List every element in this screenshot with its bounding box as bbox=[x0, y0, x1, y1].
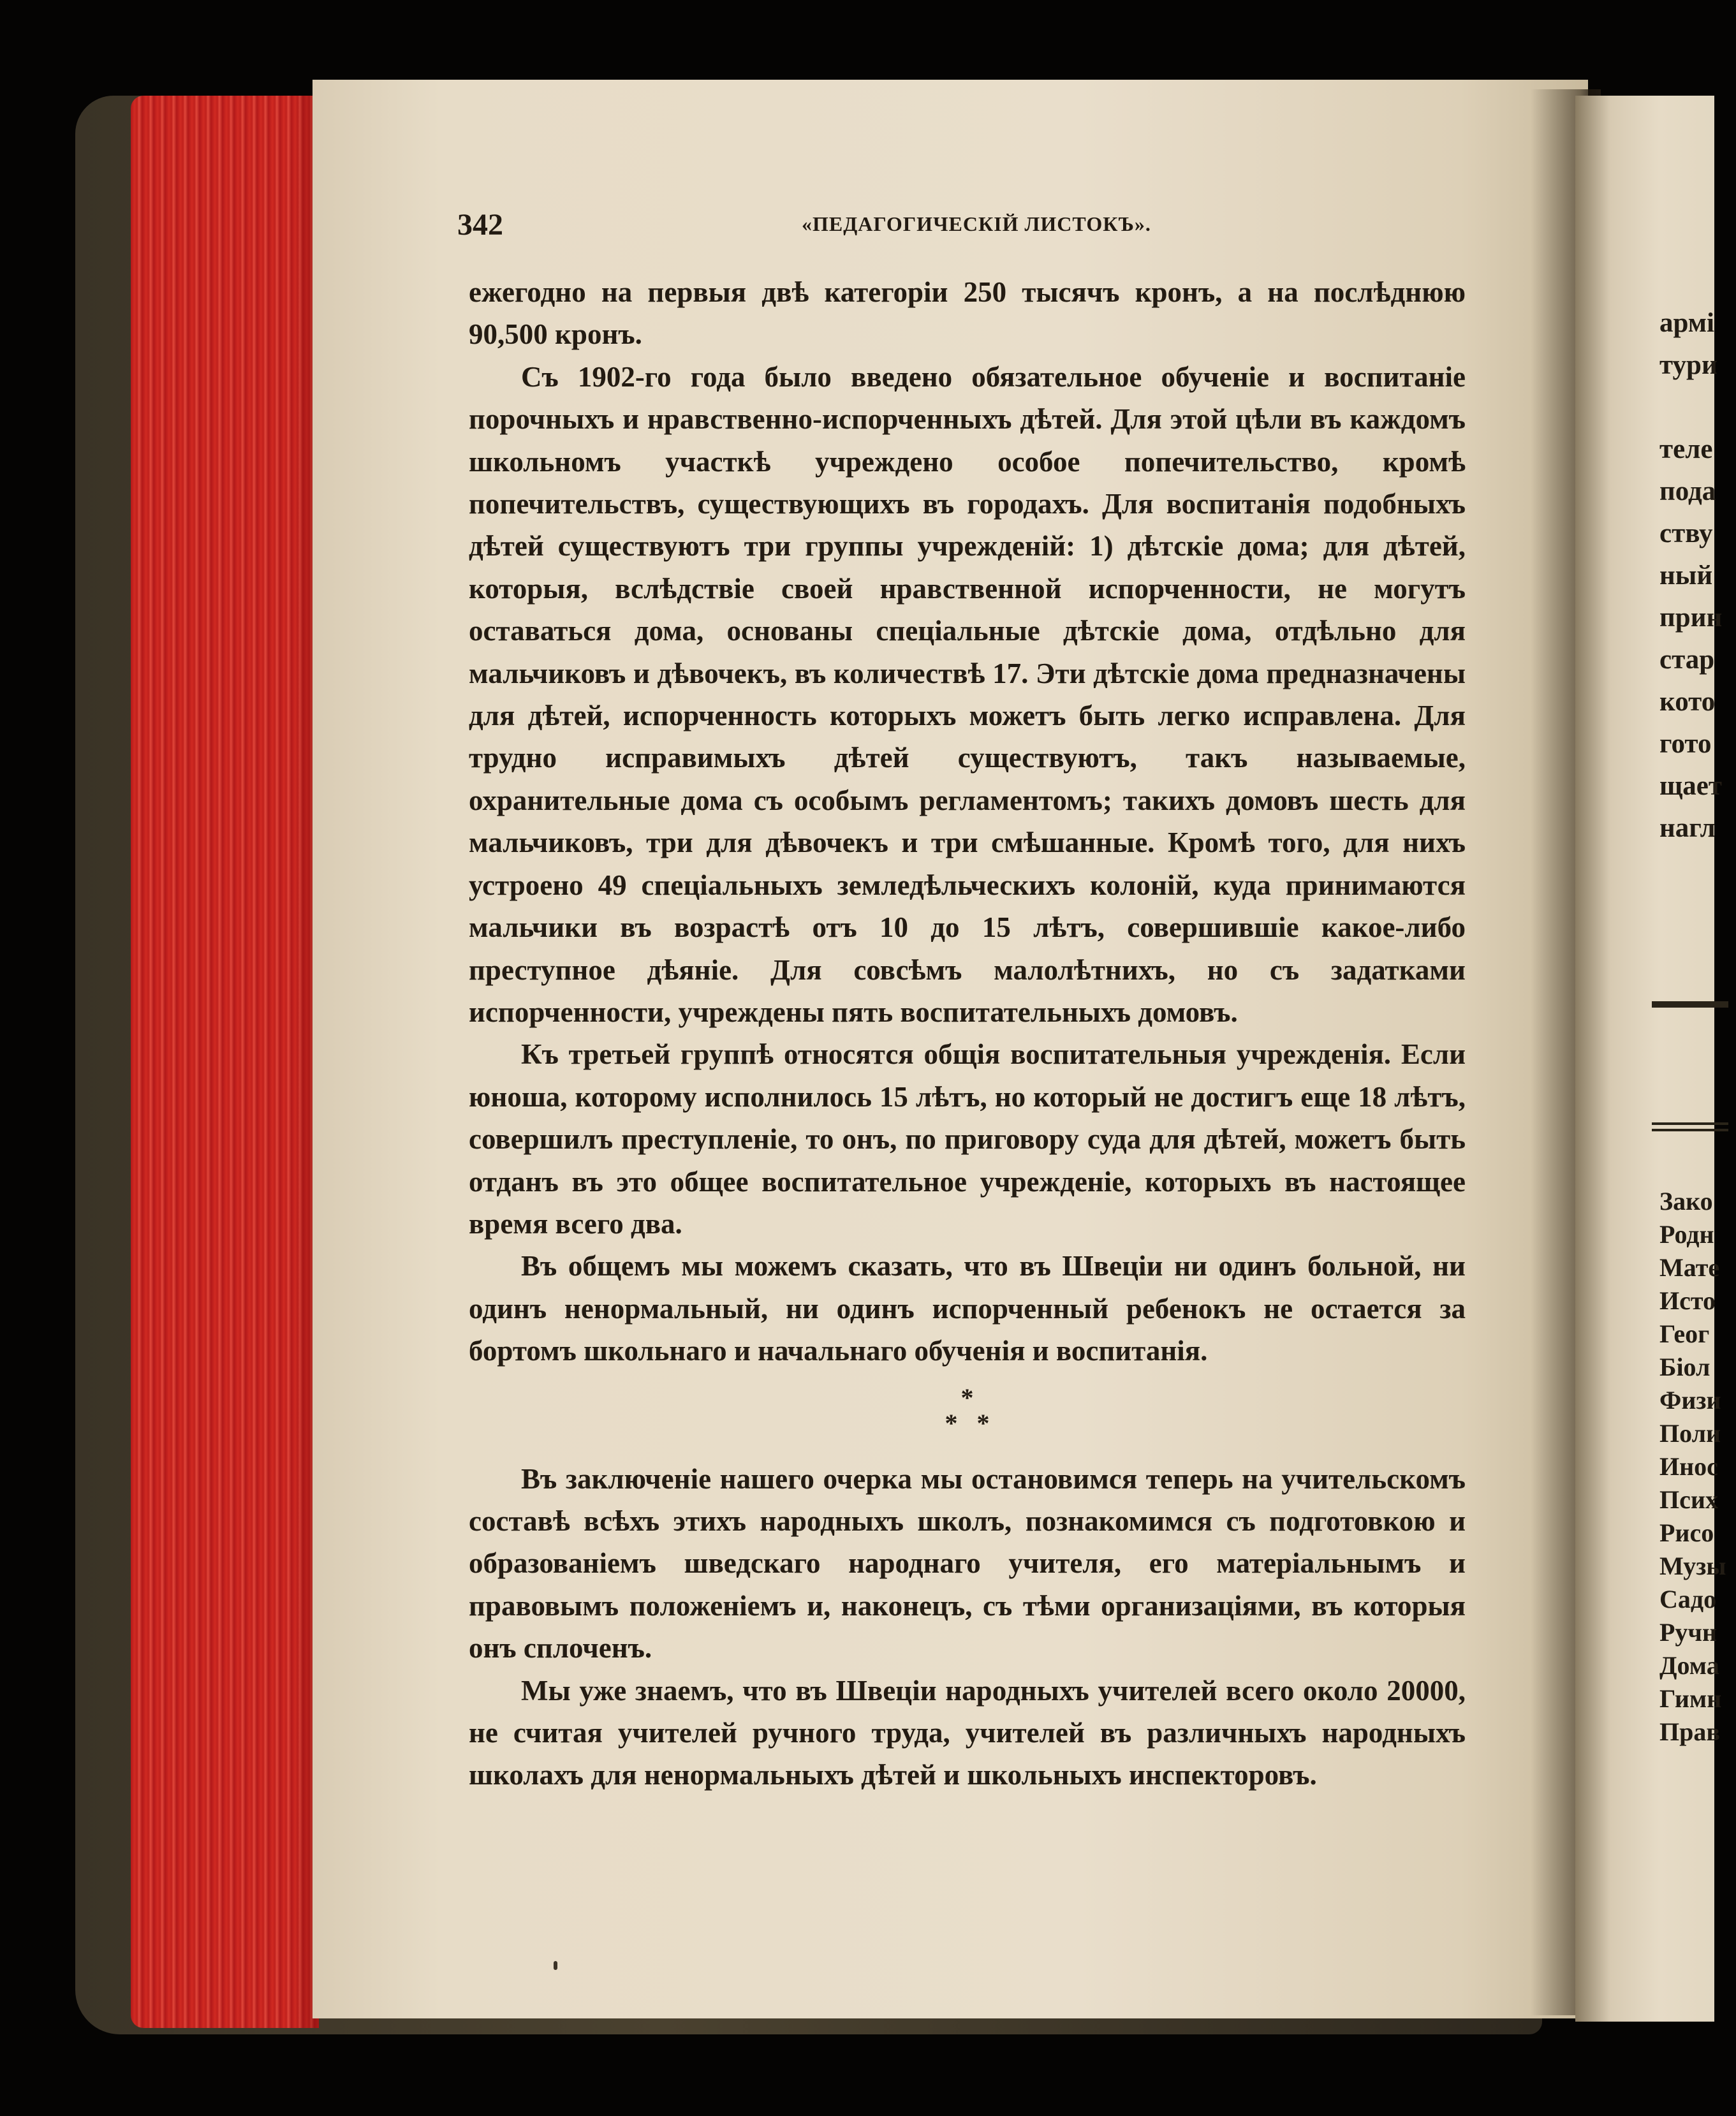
facing-rule bbox=[1652, 1001, 1728, 1008]
facing-line: Гимн bbox=[1659, 1684, 1722, 1713]
facing-line: пода bbox=[1659, 476, 1716, 506]
facing-line: Прав bbox=[1659, 1717, 1720, 1746]
page-text bbox=[469, 271, 1466, 1796]
facing-line: Поли bbox=[1659, 1419, 1721, 1448]
facing-line: Мате bbox=[1659, 1253, 1720, 1282]
facing-line: Зако bbox=[1659, 1187, 1713, 1216]
facing-line: Инос bbox=[1659, 1452, 1718, 1481]
page-number: 342 bbox=[457, 208, 503, 242]
paragraph: Въ общемъ мы можемъ сказать, что въ Швеціи ни одинъ больной, ни одинъ ненормальный, ни одинъ испорченный ребенокъ не остается за бортомъ школьнаго и начальнаго обученія и воспитанія. bbox=[469, 1250, 1466, 1367]
facing-line: Музы bbox=[1659, 1552, 1726, 1580]
facing-line: Физи bbox=[1659, 1386, 1721, 1414]
paragraph: Мы уже знаемъ, что въ Швеціи народныхъ учителей всего около 20000, не считая учителей ручного труда, учителей въ различныхъ народныхъ школахъ для ненормальныхъ дѣтей и школьныхъ инспекторовъ. bbox=[469, 1674, 1466, 1791]
asterism-top: * bbox=[960, 1383, 974, 1412]
facing-line: ству bbox=[1659, 518, 1713, 548]
facing-line: Псих bbox=[1659, 1485, 1718, 1514]
facing-line: Дома bbox=[1659, 1651, 1719, 1680]
facing-line: тури bbox=[1659, 350, 1718, 380]
facing-line: армі bbox=[1659, 308, 1714, 338]
facing-line: стар bbox=[1659, 645, 1715, 675]
facing-line: Геог bbox=[1659, 1319, 1710, 1348]
book-page-right bbox=[1575, 96, 1726, 2022]
paragraph: ежегодно на первыя двѣ категоріи 250 тысячъ кронъ, а на послѣднюю 90,500 кронъ. bbox=[469, 276, 1466, 351]
facing-line: нагл bbox=[1659, 813, 1716, 843]
facing-line: кото bbox=[1659, 687, 1716, 717]
facing-line: Родн bbox=[1659, 1220, 1714, 1249]
paragraph: Съ 1902-го года было введено обязательное обученіе и воспитаніе порочныхъ и нравственно-испорченныхъ дѣтей. Для этой цѣли въ каждомъ школьномъ участкѣ учреждено особое попечительство, кромѣ попечительствъ, существующихъ въ городахъ. Для воспитанія подобныхъ дѣтей существуютъ три группы учрежденій: 1) дѣтскіе дома; для дѣтей, которыя, вслѣдствіе своей нравственной испорченности, не могутъ оставаться дома, основаны спеціальные дѣтскіе дома, отдѣльно для мальчиковъ и дѣвочекъ, въ количествѣ 17. Эти дѣтскіе дома предназначены для дѣтей, испорченность которыхъ можетъ быть легко исправлена. Для трудно исправимыхъ дѣтей существуютъ, такъ называемые, охранительные дома съ особымъ регламентомъ; такихъ домовъ шесть для мальчиковъ, три для дѣвочекъ и три смѣшанные. Кромѣ того, для нихъ устроено 49 спеціальныхъ земледѣльческихъ колоній, куда принимаются мальчики въ возрастѣ отъ 10 до 15 лѣтъ, совершившіе какое-либо преступное дѣяніе. Для совсѣмъ малолѣтнихъ, но съ задатками испорченности, учреждены пять воспитательныхъ домовъ. bbox=[469, 360, 1466, 1028]
red-page-edges bbox=[131, 96, 319, 2028]
facing-line: гото bbox=[1659, 729, 1712, 759]
facing-line: теле bbox=[1659, 434, 1713, 464]
facing-line: прин bbox=[1659, 603, 1723, 633]
asterism-bottom: * * bbox=[945, 1408, 990, 1437]
facing-line: Ручн bbox=[1659, 1618, 1718, 1647]
running-head: «ПЕДАГОГИЧЕСКІЙ ЛИСТОКЪ». bbox=[802, 212, 1151, 235]
facing-line: Исто bbox=[1659, 1286, 1716, 1315]
facing-line: Біол bbox=[1659, 1353, 1710, 1381]
page-header bbox=[457, 207, 1471, 246]
paragraph: Въ заключеніе нашего очерка мы остановимся теперь на учительскомъ составѣ всѣхъ этихъ народныхъ школъ, познакомимся съ подготовкою и образованіемъ шведскаго народнаго учителя, его матеріальнымъ и правовымъ положеніемъ и, наконецъ, съ тѣми организаціями, въ которыя онъ сплоченъ. bbox=[469, 1462, 1466, 1664]
section-asterism bbox=[469, 1372, 1466, 1458]
facing-line: Рисо bbox=[1659, 1518, 1714, 1547]
paragraph: Къ третьей группѣ относятся общія воспитательныя учрежденія. Если юноша, которому исполнилось 15 лѣтъ, но который не достигъ еще 18 лѣтъ, совершилъ преступленіе, то онъ, по приговору суда для дѣтей, можетъ быть отданъ въ это общее воспитательное учрежденіе, которыхъ въ настоящее время всего два. bbox=[469, 1038, 1466, 1240]
facing-line: Садо bbox=[1659, 1585, 1717, 1613]
facing-line: щает bbox=[1659, 771, 1723, 801]
ink-speck bbox=[554, 1961, 557, 1970]
facing-double-rule bbox=[1652, 1122, 1728, 1131]
facing-line: ный bbox=[1659, 561, 1713, 591]
